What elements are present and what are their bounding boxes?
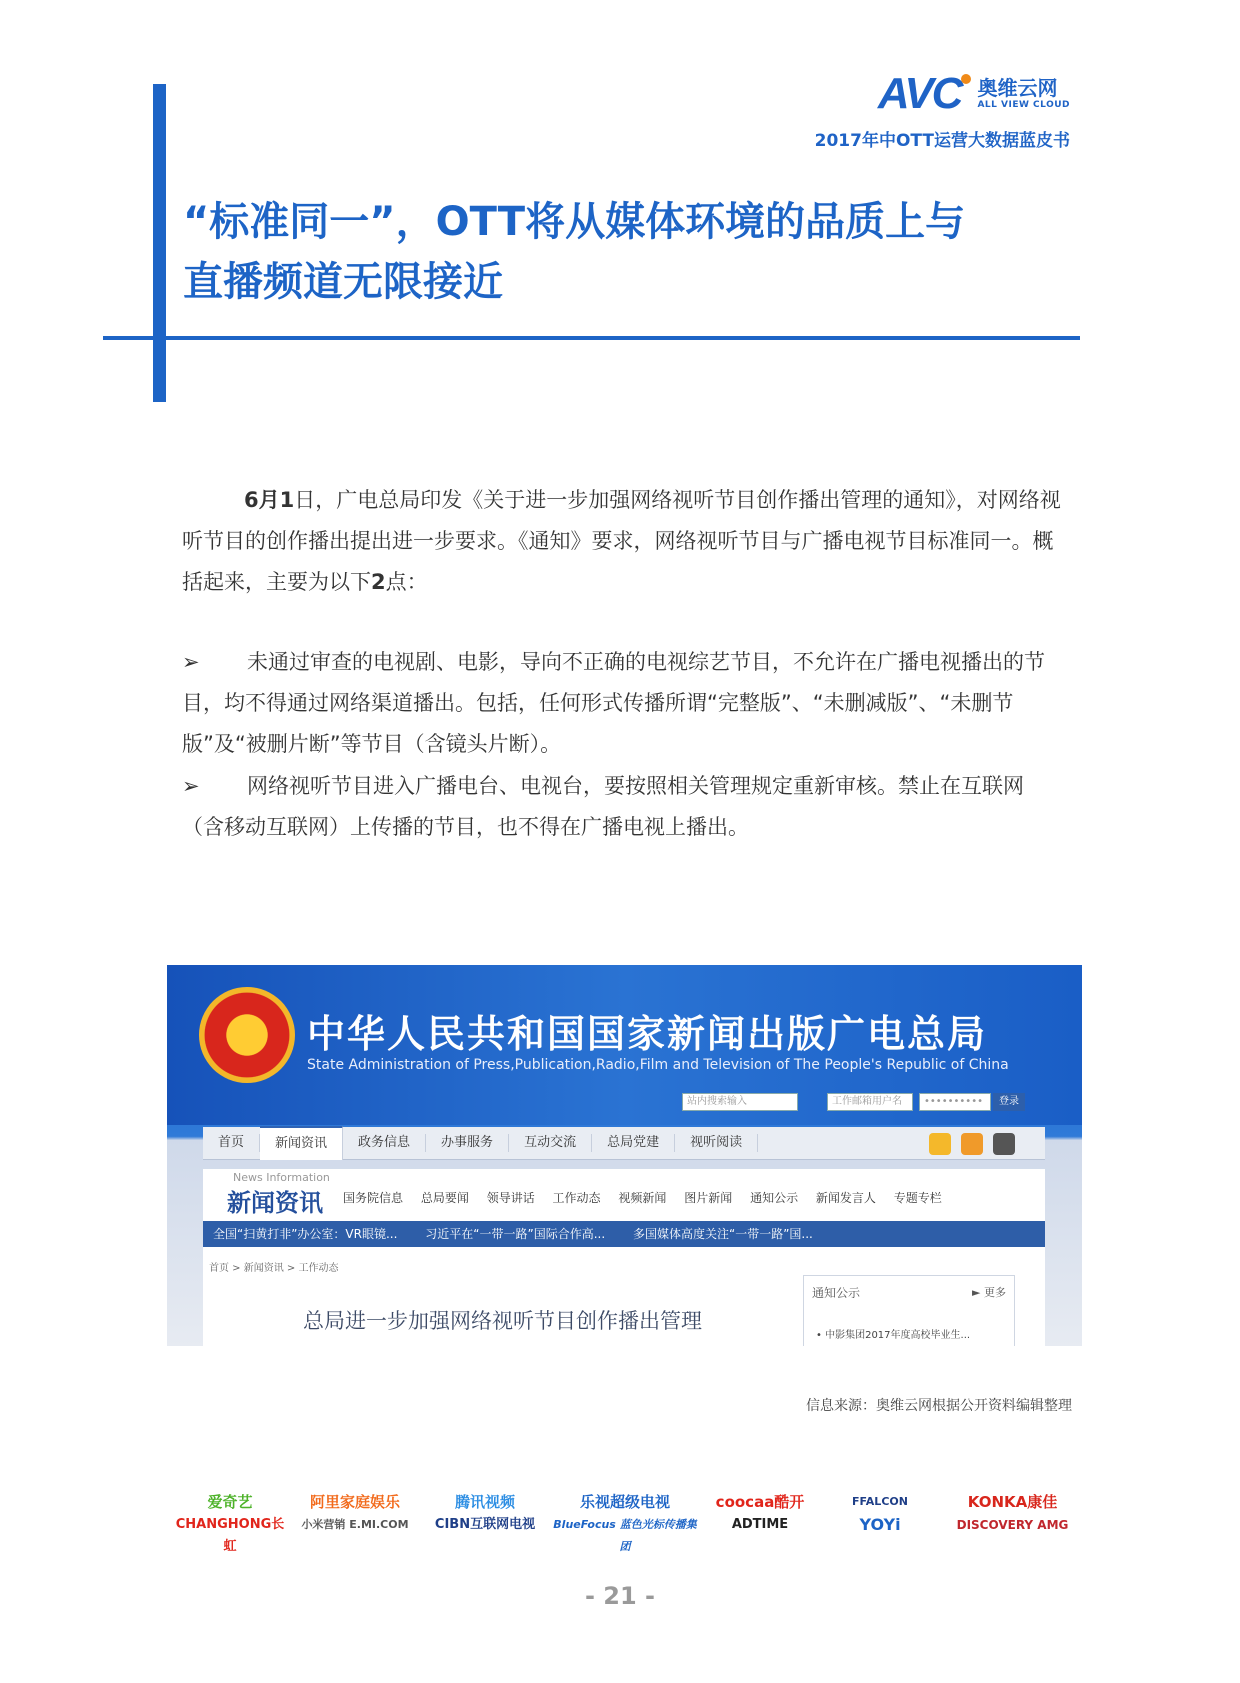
section-link: 图片新闻	[684, 1191, 733, 1205]
logo-bottom-text: ADTIME	[731, 1517, 789, 1532]
brand-name-en: ALL VIEW CLOUD	[977, 100, 1070, 110]
report-subtitle: 2017年中OTT运营大数据蓝皮书	[814, 131, 1070, 151]
section-title-en: News Information	[233, 1171, 330, 1184]
section-link: 专题专栏	[893, 1191, 942, 1205]
site-nav-news: 新闻资讯	[260, 1126, 343, 1160]
article-headline: 总局进一步加强网络视听节目创作播出管理	[303, 1309, 702, 1333]
section-link: 工作动态	[552, 1191, 601, 1205]
logo-ffalcon-yoyi	[820, 1490, 940, 1536]
intro-date: 6月1	[244, 488, 295, 512]
brand-header	[814, 69, 1070, 151]
bullet-item-1	[182, 642, 1062, 765]
site-password-input: ••••••••••	[919, 1093, 991, 1111]
notice-box	[803, 1275, 1015, 1346]
weibo-icon	[929, 1133, 951, 1155]
logo-top-text: 乐视超级电视	[579, 1493, 670, 1511]
logo-tencent-cibn	[420, 1490, 550, 1536]
site-nav-party: 总局党建	[592, 1134, 675, 1152]
ticker-item: 多国媒体高度关注“一带一路”国...	[632, 1227, 813, 1241]
logo-bottom-text: YOYi	[859, 1515, 901, 1534]
qrcode-icon	[993, 1133, 1015, 1155]
title-divider	[103, 336, 1080, 340]
logo-bottom-text: CHANGHONG长虹	[175, 1517, 285, 1554]
title-accent-bar	[153, 84, 166, 402]
bullet-arrow-icon: ➢	[182, 774, 200, 798]
bullet-arrow-icon: ➢	[182, 650, 200, 674]
title-line-1: “标准同一”，OTT将从媒体环境的品质上与	[183, 199, 966, 245]
bullet-text-2: 网络视听节目进入广播电台、电视台，要按照相关管理规定重新审核。禁止在互联网（含移动互联网）上传播的节目，也不得在广播电视上播出。	[182, 774, 1024, 839]
logo-top-text: 阿里家庭娱乐	[309, 1493, 400, 1511]
page-title	[183, 192, 1083, 312]
logo-bottom-text: DISCOVERY AMG	[956, 1518, 1069, 1532]
logo-konka-amg	[940, 1490, 1085, 1536]
logo-coocaa-adtime	[700, 1490, 820, 1536]
intro-text-1: 日，广电总局印发《关于进一步加强网络视听节目创作播出管理的通知》，对网络视听节目的创作播出提出进一步要求。《通知》要求，网络视听节目与广播电视节目标准同一。概括起来，主要为以下	[182, 488, 1061, 594]
logo-ali-xiaomi	[290, 1490, 420, 1536]
logo-top-text: FFALCON	[852, 1495, 908, 1508]
notice-item: • 中影集团2017年度高校毕业生...	[816, 1330, 971, 1341]
section-link: 国务院信息	[343, 1191, 404, 1205]
section-link: 领导讲话	[486, 1191, 535, 1205]
site-search-input: 站内搜索输入	[682, 1093, 798, 1111]
intro-count: 2	[371, 570, 386, 594]
bullet-item-2	[182, 766, 1062, 848]
site-nav-interact: 互动交流	[509, 1134, 592, 1152]
site-banner	[167, 965, 1082, 1125]
website-screenshot	[167, 965, 1082, 1346]
section-link: 视频新闻	[618, 1191, 667, 1205]
site-email-input: 工作邮箱用户名	[827, 1093, 913, 1111]
site-nav-home: 首页	[203, 1134, 260, 1152]
site-title-cn: 中华人民共和国国家新闻出版广电总局	[307, 1012, 988, 1056]
site-title-en: State Administration of Press,Publication,Radio,Film and Television of The People's Republic of China	[307, 1057, 1009, 1073]
section-link: 通知公示	[750, 1191, 799, 1205]
section-title-cn: 新闻资讯	[227, 1189, 323, 1217]
logo-top-text: coocaa酷开	[715, 1493, 805, 1511]
section-link: 总局要闻	[420, 1191, 469, 1205]
title-line-2: 直播频道无限接近	[183, 259, 503, 305]
logo-top-text: KONKA康佳	[967, 1493, 1058, 1511]
site-login-button: 登录	[993, 1093, 1025, 1111]
source-note: 信息来源：奥维云网根据公开资料编辑整理	[806, 1398, 1072, 1414]
section-link: 新闻发言人	[815, 1191, 876, 1205]
news-section-header	[203, 1169, 1045, 1221]
bullet-text-1: 未通过审查的电视剧、电影，导向不正确的电视综艺节目，不允许在广播电视播出的节目，均不得通过网络渠道播出。包括，任何形式传播所谓“完整版”、“未删减版”、“未删节版”及“被删片断”等节目（含镜头片断）。	[182, 650, 1045, 756]
intro-paragraph	[182, 480, 1062, 603]
ticker-item: 习近平在“一带一路”国际合作高...	[425, 1227, 606, 1241]
section-links	[343, 1189, 956, 1206]
logo-dot-icon	[961, 74, 971, 84]
logo-letv-bluefocus	[550, 1490, 700, 1558]
logo-top-text: 腾讯视频	[454, 1493, 515, 1511]
article-area	[203, 1247, 1045, 1346]
notice-more: ► 更多	[972, 1286, 1006, 1299]
site-social-icons	[919, 1133, 1015, 1155]
brand-logo	[815, 69, 1070, 118]
page-number: - 21 -	[584, 1582, 656, 1610]
partner-logos	[170, 1490, 1085, 1560]
avc-logo-text: AVC	[877, 69, 962, 118]
news-ticker	[203, 1221, 1045, 1247]
site-nav-service: 办事服务	[426, 1134, 509, 1152]
site-breadcrumb: 首页 > 新闻资讯 > 工作动态	[209, 1263, 339, 1274]
logo-iqiyi-changhong	[170, 1490, 290, 1558]
site-nav-gov: 政务信息	[343, 1134, 426, 1152]
site-nav-read: 视听阅读	[675, 1134, 758, 1152]
national-emblem-icon	[199, 987, 295, 1083]
app-icon	[961, 1133, 983, 1155]
logo-bottom-text: CIBN互联网电视	[434, 1517, 536, 1532]
intro-text-2: 点：	[385, 570, 428, 594]
brand-name-cn: 奥维云网	[977, 76, 1058, 100]
logo-top-text: 爱奇艺	[207, 1493, 253, 1511]
logo-bottom-text: BlueFocus 蓝色光标传播集团	[553, 1518, 697, 1553]
logo-bottom-text: 小米营销 E.MI.COM	[301, 1518, 409, 1531]
ticker-item: 全国“扫黄打非”办公室：VR眼镜...	[213, 1227, 398, 1241]
notice-title: 通知公示	[812, 1286, 861, 1300]
